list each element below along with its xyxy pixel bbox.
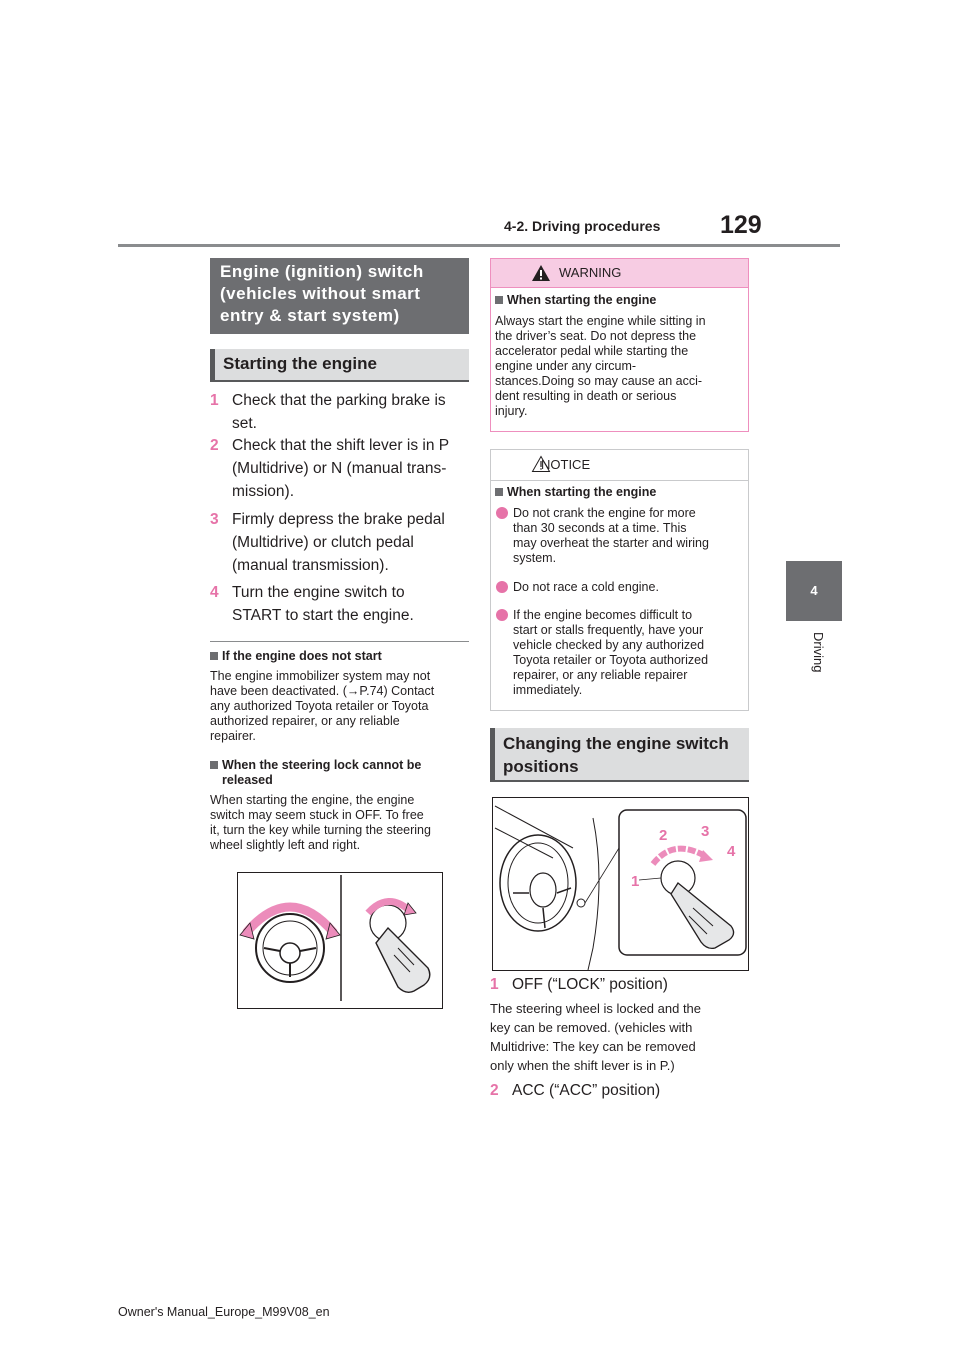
section-title: 4-2. Driving procedures: [504, 218, 661, 234]
warning-line: the driver’s seat. Do not depress the: [495, 329, 697, 343]
item-label: OFF (“LOCK” position): [512, 976, 668, 993]
warning-line: injury.: [495, 404, 528, 418]
notice-line: If the engine becomes difficult to: [513, 608, 693, 622]
step-2: [210, 435, 470, 515]
page-number: 129: [720, 211, 762, 239]
heading-line: entry & start system): [220, 306, 400, 325]
notice-line: immediately.: [513, 683, 583, 697]
square-bullet-icon: [210, 652, 218, 660]
steering-lock-illustration: [237, 872, 443, 1009]
chapter-label: Driving: [811, 632, 826, 673]
description-line: Multidrive: The key can be removed: [490, 1039, 696, 1054]
notice-box: [490, 449, 749, 711]
position-1: [490, 974, 750, 996]
note-line: any authorized Toyota retailer or Toyota: [210, 699, 429, 713]
note-engine-not-start: [210, 649, 472, 744]
step-line: START to start the engine.: [232, 607, 414, 624]
notice-line: repairer, or any reliable repairer: [513, 668, 688, 682]
step-line: Firmly depress the brake pedal: [232, 511, 445, 528]
square-bullet-icon: [495, 488, 503, 496]
bullet-dot-icon: [496, 507, 508, 519]
warning-line: engine under any circum-: [495, 359, 637, 373]
notice-line: vehicle checked by any authorized: [513, 638, 705, 652]
step-line: Turn the engine switch to: [232, 584, 405, 601]
chapter-tab: 4: [786, 561, 842, 621]
step-line: Check that the parking brake is: [232, 392, 446, 409]
section-heading: [210, 258, 469, 334]
notice-bullet-3: [491, 608, 749, 700]
note-line: authorized repairer, or any reliable: [210, 714, 400, 728]
warning-box: [490, 258, 749, 432]
step-number: 3: [210, 511, 219, 528]
notice-label: NOTICE: [541, 457, 591, 472]
step-line: (Multidrive) or N (manual trans-: [232, 460, 447, 477]
steering-wheel-key-icon: [238, 873, 442, 1008]
item-number: 2: [490, 1082, 499, 1099]
header-rule: [118, 244, 840, 247]
step-line: mission).: [232, 483, 295, 500]
note-steering-lock: [210, 758, 472, 853]
notice-heading: When starting the engine: [495, 485, 656, 500]
subheading-starting: [210, 349, 469, 382]
note-line: When starting the engine, the engine: [210, 793, 415, 807]
step-3: [210, 509, 470, 589]
warning-triangle-icon: [531, 264, 551, 282]
notice-line: system.: [513, 551, 557, 565]
step-number: 2: [210, 437, 219, 454]
warning-line: stances.Doing so may cause an acci-: [495, 374, 703, 388]
step-line: (manual transmission).: [232, 557, 389, 574]
step-number: 4: [210, 584, 219, 601]
item-number: 1: [490, 976, 499, 993]
notice-line: may overheat the starter and wiring: [513, 536, 709, 550]
position-1-description: [490, 999, 752, 1075]
position-2: [490, 1080, 750, 1102]
switch-positions-illustration: [492, 797, 749, 971]
notice-line: Do not crank the engine for more: [513, 506, 696, 520]
step-line: (Multidrive) or clutch pedal: [232, 534, 414, 551]
item-label: ACC (“ACC” position): [512, 1082, 661, 1099]
note-heading: If the engine does not start: [210, 649, 472, 664]
notice-line: start or stalls frequently, have your: [513, 623, 704, 637]
square-bullet-icon: [210, 761, 218, 769]
description-line: only when the shift lever is in P.): [490, 1058, 675, 1073]
position-label: 4: [727, 843, 736, 860]
subheading-text: Starting the engine: [223, 354, 377, 373]
note-heading: released: [222, 773, 273, 787]
position-label: 1: [631, 873, 640, 890]
divider: [210, 641, 469, 642]
notice-bullet-2: [491, 580, 749, 598]
note-line: The engine immobilizer system may not: [210, 669, 431, 683]
warning-header: [491, 259, 748, 288]
subheading-positions: [490, 728, 749, 782]
heading-line: Engine (ignition) switch: [220, 262, 424, 281]
note-line: wheel slightly left and right.: [210, 838, 361, 852]
ignition-switch-icon: [493, 798, 748, 970]
position-label: 2: [659, 827, 668, 844]
description-line: key can be removed. (vehicles with: [490, 1020, 693, 1035]
note-line: switch may seem stuck in OFF. To free: [210, 808, 424, 822]
heading-line: (vehicles without smart: [220, 284, 421, 303]
note-line: it, turn the key while turning the steering: [210, 823, 431, 837]
warning-heading: When starting the engine: [495, 293, 656, 308]
notice-header: [491, 450, 748, 481]
step-line: set.: [232, 415, 257, 432]
square-bullet-icon: [495, 296, 503, 304]
warning-line: accelerator pedal while starting the: [495, 344, 689, 358]
warning-text: [495, 314, 747, 419]
warning-line: Always start the engine while sitting in: [495, 314, 706, 328]
footer-text: Owner's Manual_Europe_M99V08_en: [118, 1305, 330, 1319]
position-label: 3: [701, 823, 710, 840]
warning-label: WARNING: [559, 265, 622, 280]
step-line: Check that the shift lever is in P: [232, 437, 450, 454]
subheading-text: positions: [503, 757, 579, 776]
step-4: [210, 582, 470, 642]
warning-line: dent resulting in death or serious: [495, 389, 677, 403]
note-line: repairer.: [210, 729, 256, 743]
notice-line: Do not race a cold engine.: [513, 580, 659, 594]
notice-line: than 30 seconds at a time. This: [513, 521, 687, 535]
notice-bullet-1: [491, 506, 749, 568]
bullet-dot-icon: [496, 581, 508, 593]
notice-line: Toyota retailer or Toyota authorized: [513, 653, 709, 667]
bullet-dot-icon: [496, 609, 508, 621]
subheading-text: Changing the engine switch: [503, 734, 729, 753]
note-heading: When the steering lock cannot be: [210, 758, 472, 773]
note-line: have been deactivated. (→P.74) Contact: [210, 684, 435, 698]
step-number: 1: [210, 392, 219, 409]
description-line: The steering wheel is locked and the: [490, 1001, 702, 1016]
